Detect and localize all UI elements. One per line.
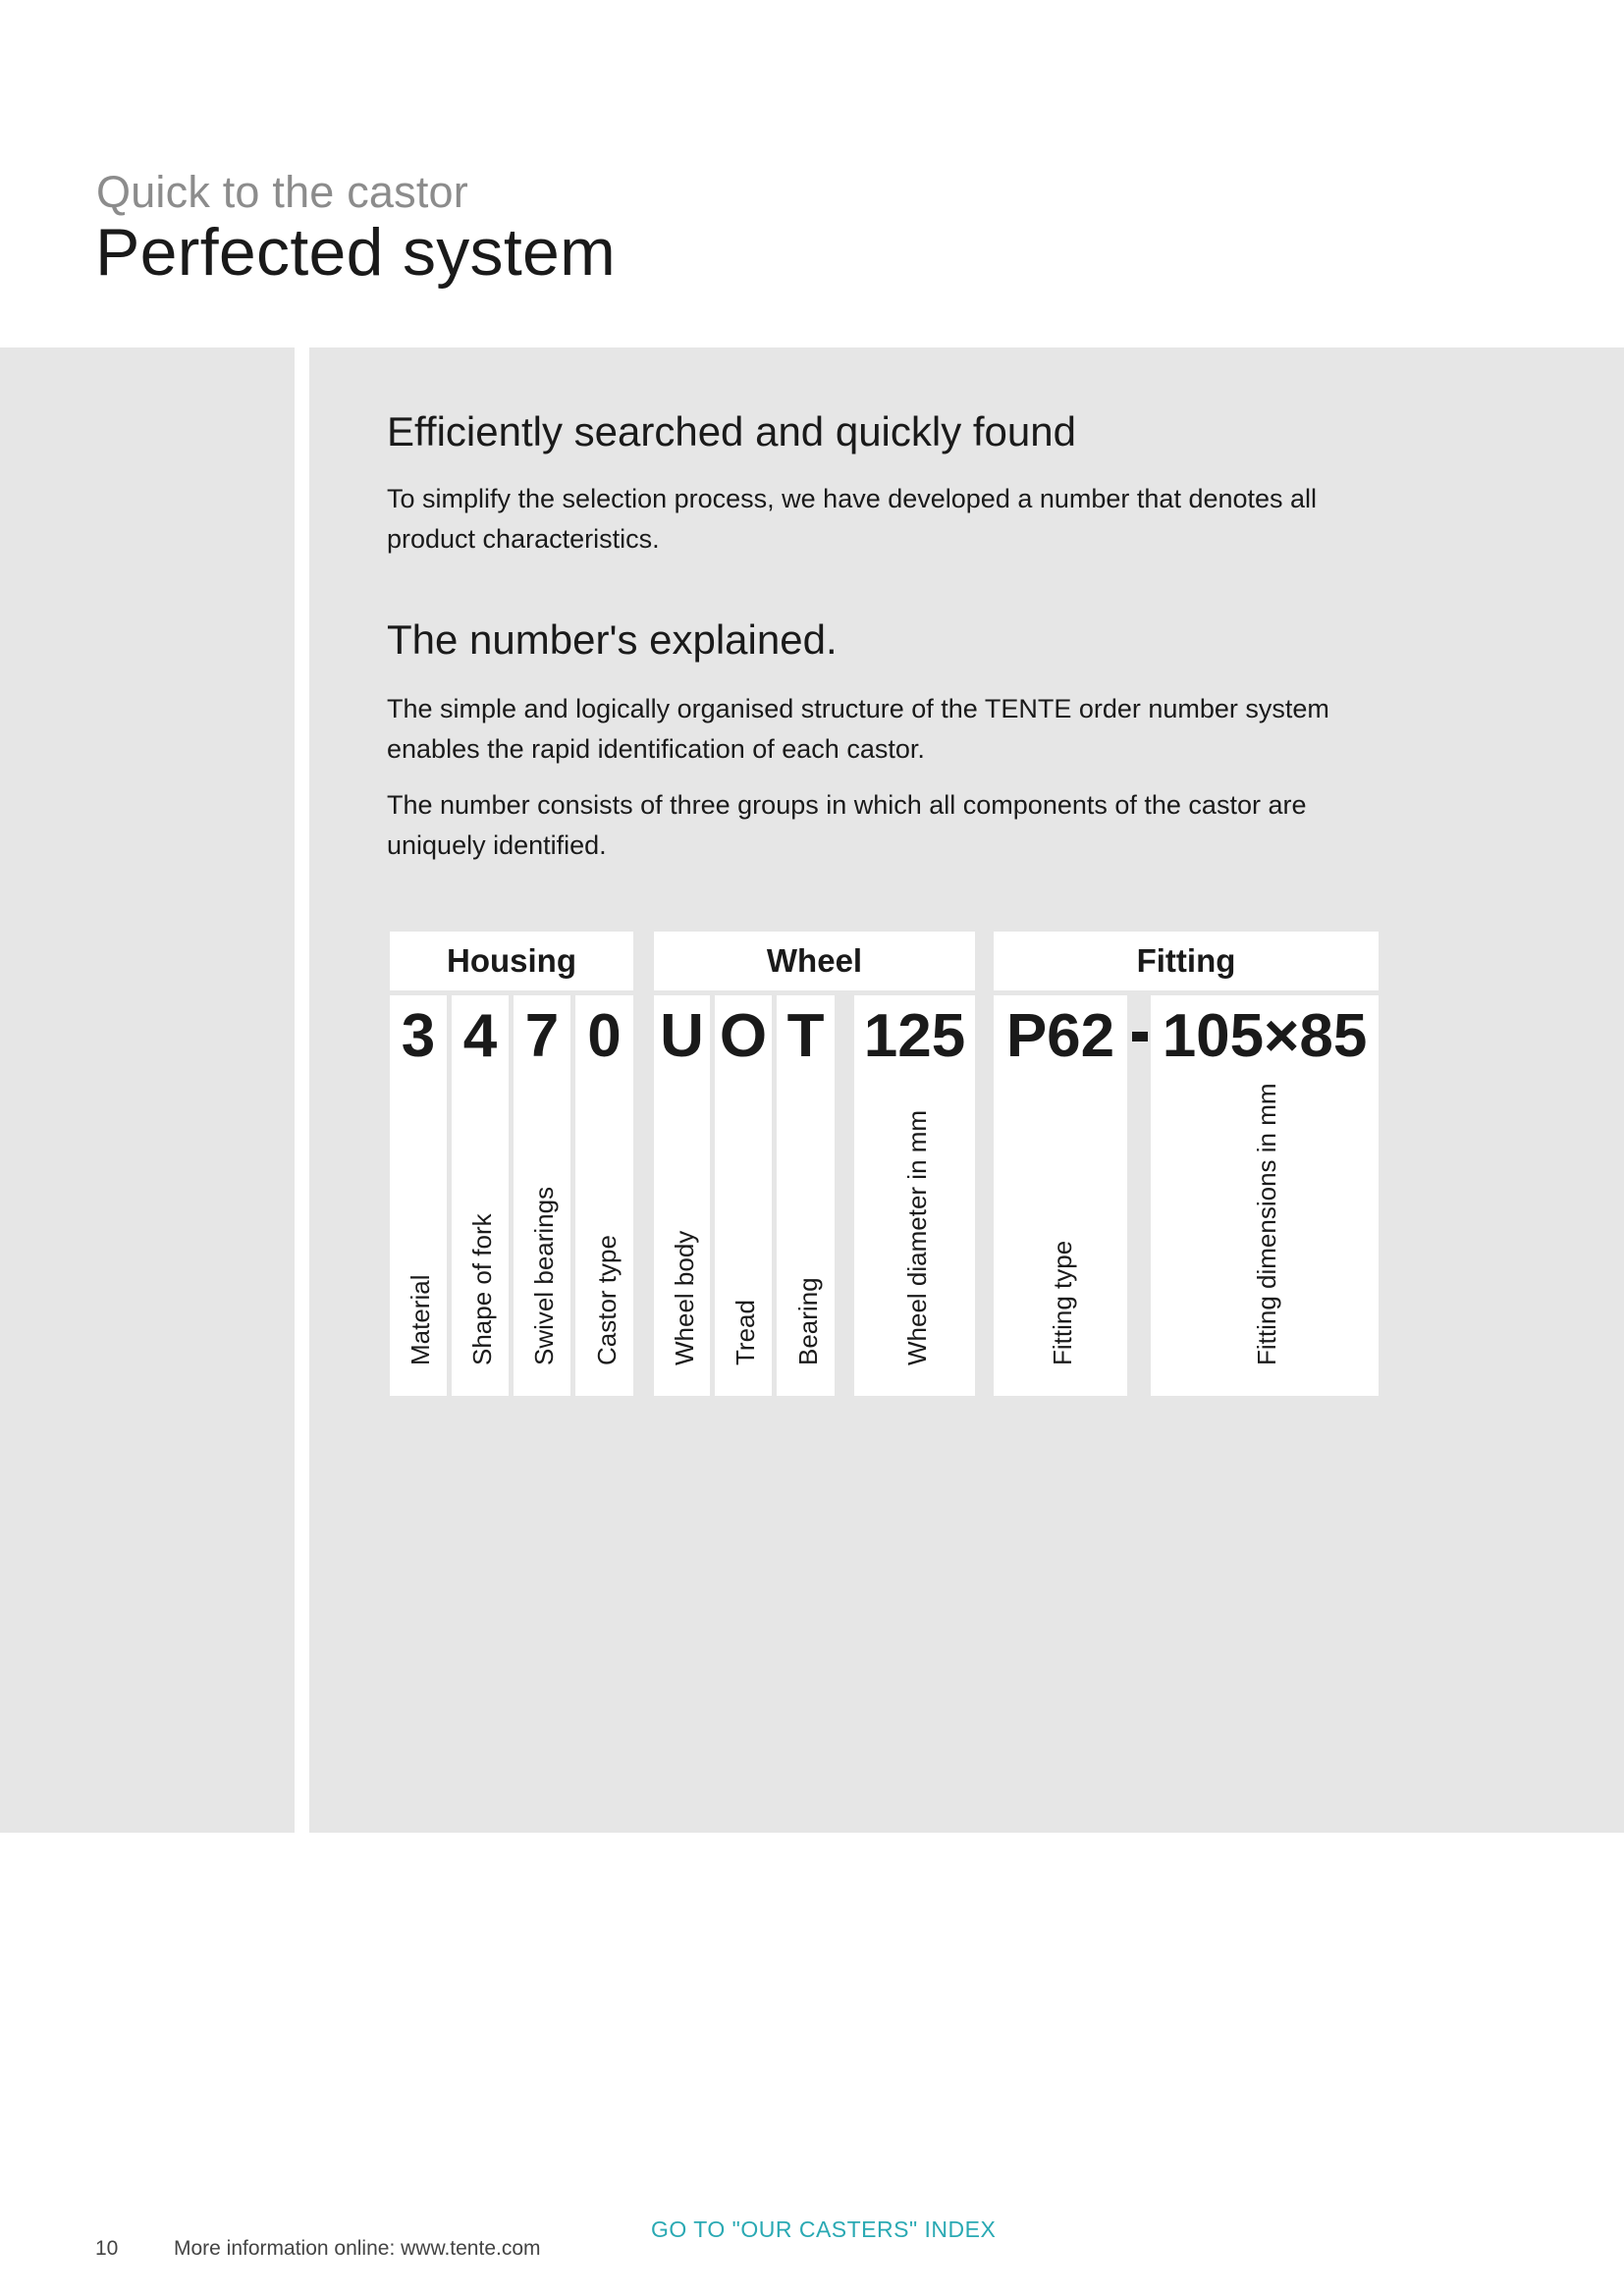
label-fork: Shape of fork — [467, 1213, 497, 1365]
code-castor-type: 0 — [587, 1001, 622, 1070]
label-fitting-type: Fitting type — [1048, 1240, 1077, 1365]
label-swivel: Swivel bearings — [529, 1186, 559, 1365]
code-fork: 4 — [462, 1001, 498, 1070]
header-subtitle: Quick to the castor — [96, 167, 468, 217]
code-fitting-type: P62 — [1005, 1001, 1115, 1070]
code-dimensions: 105×85 — [1162, 1001, 1368, 1070]
label-diameter: Wheel diameter in mm — [901, 1109, 932, 1365]
explained-text-2: The number consists of three groups in which all components of the castor are uniquely identified. — [387, 790, 1307, 860]
group-wheel: Wheel — [654, 932, 975, 990]
explained-text-1: The simple and logically organised structure of the TENTE order number system enables the rapid identification of each castor. — [387, 694, 1329, 764]
code-wheel-body: U — [660, 1001, 704, 1070]
page-number: 10 — [95, 2237, 119, 2260]
intro-heading: Efficiently searched and quickly found — [387, 408, 1076, 454]
code-separator — [1132, 1032, 1148, 1041]
label-castor-type: Castor type — [591, 1235, 622, 1365]
label-dimensions: Fitting dimensions in mm — [1252, 1083, 1281, 1365]
casters-index-link[interactable]: GO TO "OUR CASTERS" INDEX — [651, 2216, 997, 2242]
code-material: 3 — [401, 1001, 436, 1070]
group-housing: Housing — [390, 932, 633, 990]
code-tread: O — [719, 1001, 768, 1070]
footer-info: More information online: www.tente.com — [174, 2237, 541, 2260]
group-fitting: Fitting — [994, 932, 1379, 990]
label-wheel-body: Wheel body — [669, 1230, 699, 1365]
label-tread: Tread — [731, 1300, 760, 1365]
label-bearing: Bearing — [792, 1277, 823, 1365]
label-material: Material — [406, 1274, 435, 1365]
code-swivel: 7 — [524, 1001, 560, 1070]
explained-heading: The number's explained. — [387, 616, 838, 663]
code-diameter: 125 — [863, 1001, 966, 1070]
side-band — [0, 347, 295, 1833]
code-bearing: T — [786, 1001, 825, 1070]
page-title: Perfected system — [95, 215, 617, 290]
intro-text: To simplify the selection process, we have developed a number that denotes all product characteristics. — [387, 484, 1318, 554]
